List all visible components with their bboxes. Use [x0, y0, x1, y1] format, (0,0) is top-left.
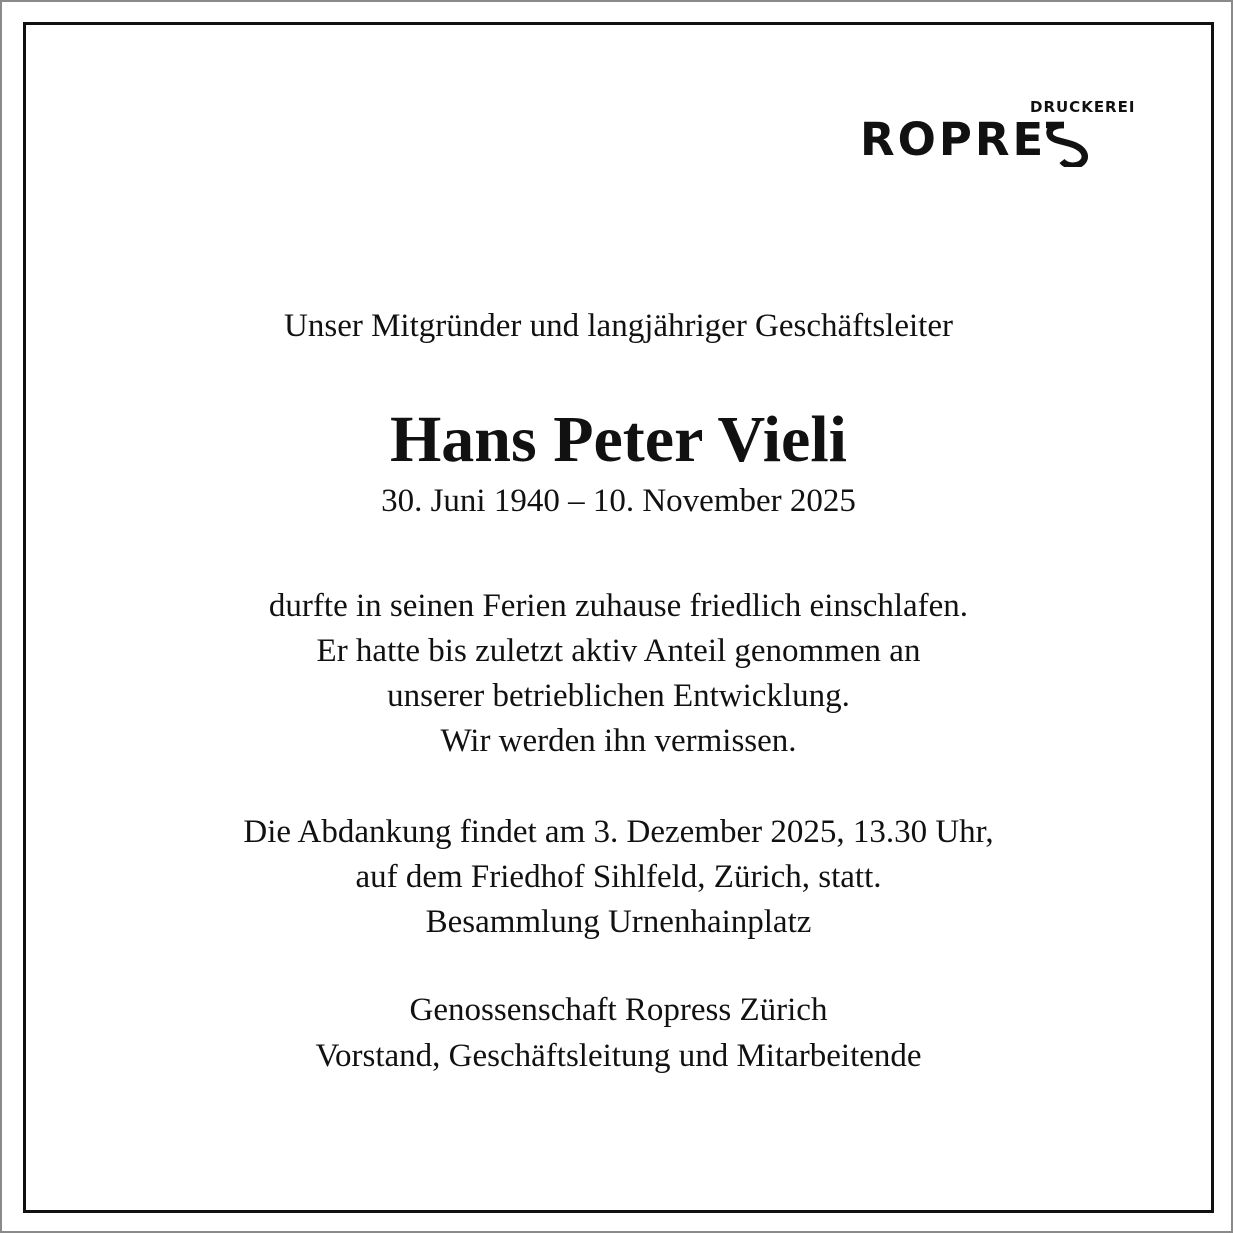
signature-line: Genossenschaft Ropress Zürich — [409, 992, 828, 1028]
funeral-detail-line: Besammlung Urnenhainplatz — [425, 904, 812, 940]
message-line: Wir werden ihn vermissen. — [440, 723, 797, 759]
life-dates: 30. Juni 1940 – 10. November 2025 — [381, 483, 856, 519]
message-line: durfte in seinen Ferien zuhause friedlich einschlafen. — [268, 588, 969, 624]
ropress-logo — [860, 98, 1160, 178]
logo-subtitle: DRUCKEREI — [1030, 98, 1136, 116]
signature-line: Vorstand, Geschäftsleitung und Mitarbeitende — [315, 1038, 922, 1074]
logo-wordmark — [860, 112, 1090, 168]
funeral-detail-line: Die Abdankung findet am 3. Dezember 2025, 13.30 Uhr, — [243, 814, 994, 850]
message-paragraph — [2, 584, 1233, 764]
message-line: unserer betrieblichen Entwicklung. — [387, 678, 850, 714]
funeral-detail-line: auf dem Friedhof Sihlfeld, Zürich, statt. — [355, 859, 882, 895]
message-line: Er hatte bis zuletzt aktiv Anteil genommen an — [316, 633, 921, 669]
signature-block — [2, 987, 1233, 1079]
intro-line: Unser Mitgründer und langjähriger Geschäftsleiter — [284, 308, 953, 344]
funeral-details-paragraph — [2, 810, 1233, 945]
logo-ss-glyph-icon — [1044, 112, 1090, 160]
deceased-name: Hans Peter Vieli — [389, 403, 848, 476]
logo-wordmark-text: ROPRE — [860, 113, 1047, 166]
